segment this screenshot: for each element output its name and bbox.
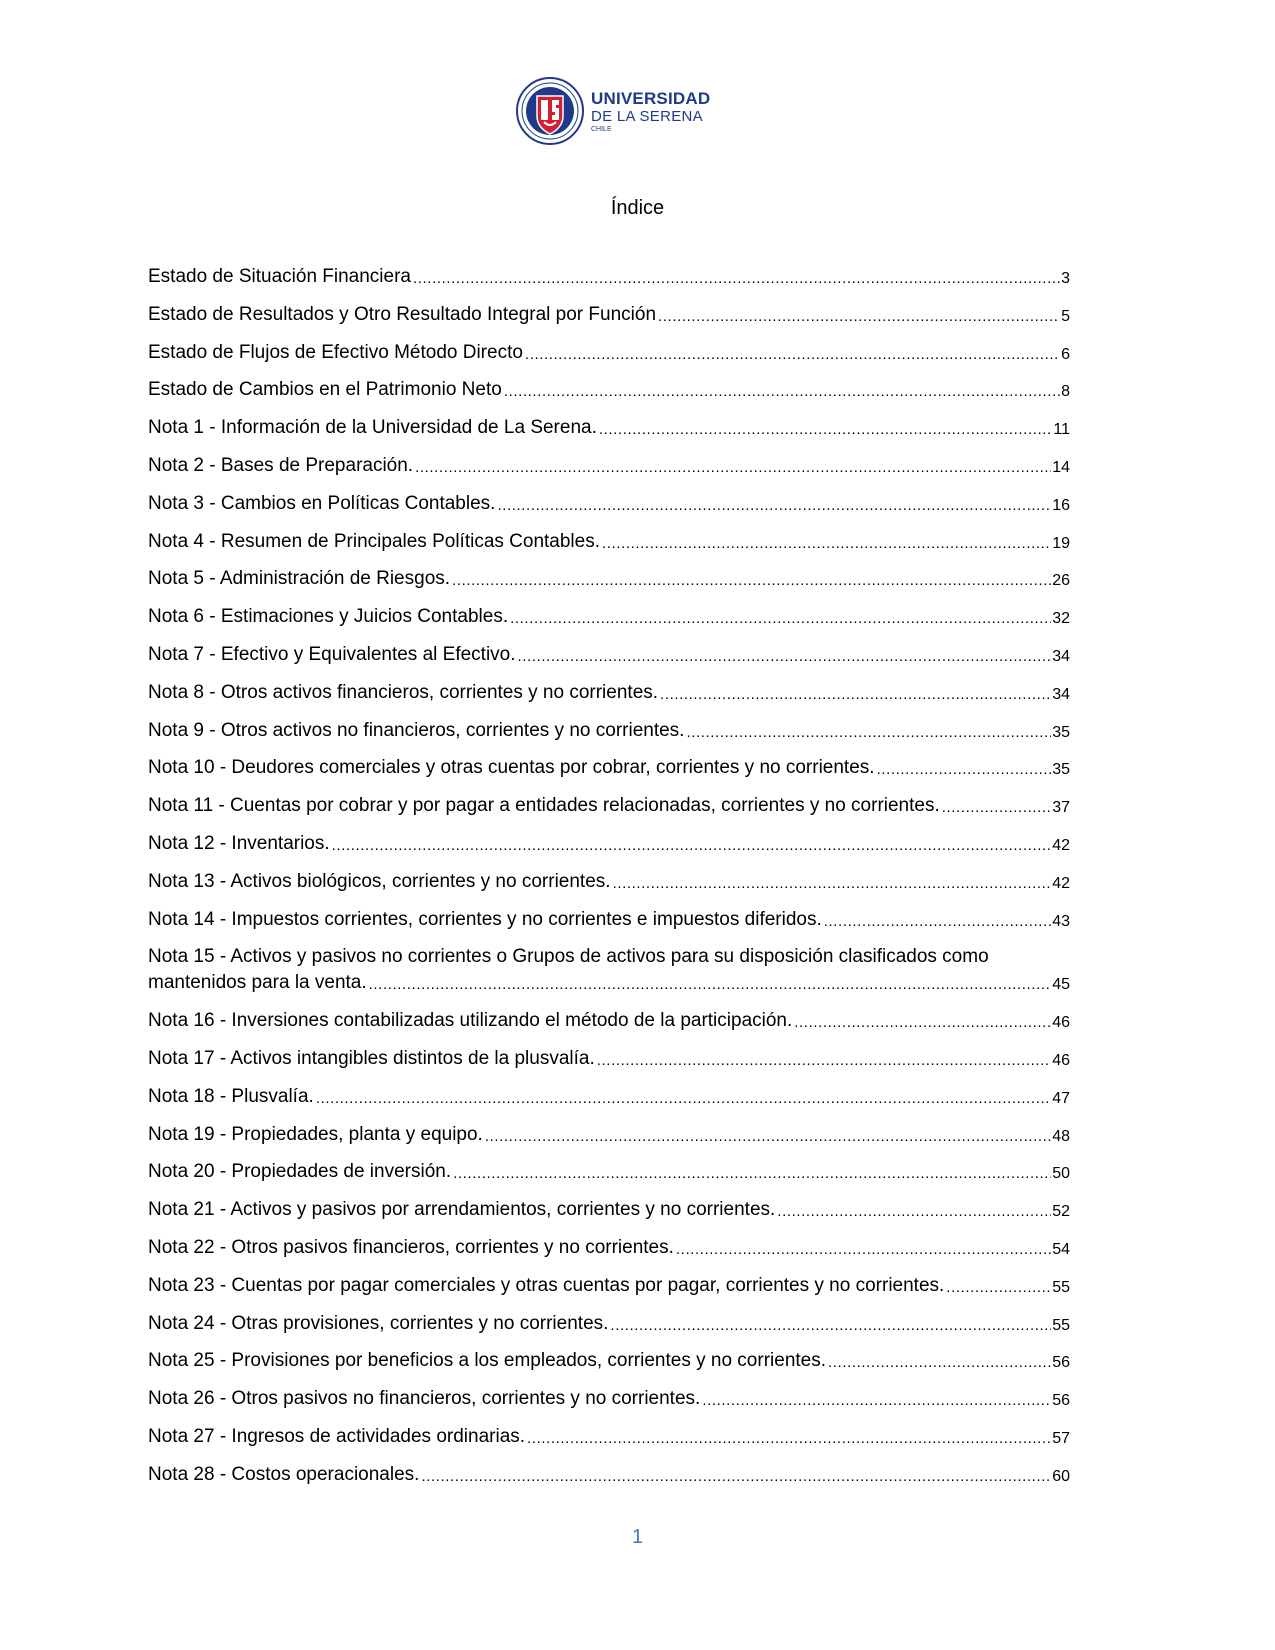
- toc-entry-label: Nota 10 - Deudores comerciales y otras cuentas por cobrar, corrientes y no corrientes.: [148, 757, 875, 779]
- toc-entry-label: Nota 26 - Otros pasivos no financieros, corrientes y no corrientes.: [148, 1388, 701, 1410]
- toc-entry-label: Nota 1 - Información de la Universidad de La Serena.: [148, 417, 597, 439]
- dot-leader: [525, 1428, 1051, 1450]
- toc-entry[interactable]: [148, 1462, 1070, 1488]
- toc-entry-page: 16: [1052, 496, 1070, 514]
- logo-line-3: CHILE: [591, 125, 612, 133]
- dot-leader: [775, 1201, 1051, 1223]
- toc-entry-label: Estado de Flujos de Efectivo Método Directo: [148, 341, 523, 363]
- toc-entry[interactable]: [148, 264, 1070, 290]
- dot-leader: [595, 1050, 1051, 1072]
- dot-leader: [792, 1012, 1051, 1034]
- toc-entry[interactable]: [148, 793, 1070, 819]
- dot-leader: [875, 759, 1052, 781]
- dot-leader: [495, 495, 1051, 517]
- toc-entry[interactable]: [148, 1386, 1070, 1412]
- toc-entry-label: Nota 14 - Impuestos corrientes, corrientes y no corrientes e impuestos diferidos.: [148, 908, 822, 930]
- dot-leader: [600, 533, 1051, 555]
- toc-entry-page: 19: [1052, 534, 1070, 552]
- toc-entry[interactable]: [148, 566, 1070, 592]
- toc-entry-label: Nota 27 - Ingresos de actividades ordinarias.: [148, 1425, 526, 1447]
- toc-entry-label: Nota 15 - Activos y pasivos no corrientes o Grupos de activos para su disposición clasificados como: [148, 946, 989, 968]
- toc-entry[interactable]: [148, 718, 1070, 744]
- dot-leader: [483, 1126, 1051, 1148]
- toc-entry[interactable]: [148, 453, 1070, 479]
- toc-entry[interactable]: [148, 1348, 1070, 1374]
- toc-entry-page: 34: [1052, 647, 1070, 665]
- toc-entry-label: Nota 7 - Efectivo y Equivalentes al Efectivo.: [148, 643, 516, 665]
- toc-entry-label: Estado de Cambios en el Patrimonio Neto: [148, 379, 502, 401]
- toc-entry-page: 46: [1052, 1014, 1070, 1032]
- toc-entry[interactable]: [148, 680, 1070, 706]
- university-seal-icon: [515, 72, 585, 150]
- toc-entry-page: 11: [1053, 421, 1070, 439]
- page-title: Índice: [610, 197, 665, 219]
- toc-entry[interactable]: [148, 1424, 1070, 1450]
- toc-entry-page: 35: [1052, 761, 1070, 779]
- toc-entry[interactable]: [148, 491, 1070, 517]
- page-number: 1: [631, 1526, 644, 1548]
- toc-entry-page: 35: [1052, 723, 1070, 741]
- toc-entry-label: Nota 19 - Propiedades, planta y equipo.: [148, 1123, 483, 1145]
- toc-entry[interactable]: [148, 1197, 1070, 1223]
- dot-leader: [656, 306, 1060, 328]
- logo-line-1: UNIVERSIDAD: [591, 88, 711, 108]
- dot-leader: [502, 381, 1060, 403]
- toc-entry-page: 60: [1052, 1467, 1070, 1485]
- toc-entry-page: 55: [1052, 1278, 1070, 1296]
- dot-leader: [658, 684, 1051, 706]
- toc-entry-page: 56: [1052, 1392, 1070, 1410]
- toc-entry-label: Estado de Situación Financiera: [148, 266, 411, 287]
- dot-leader: [611, 873, 1052, 895]
- toc-entry-page: 34: [1052, 685, 1070, 703]
- dot-leader: [674, 1239, 1051, 1261]
- toc-entry-page: 26: [1052, 572, 1070, 590]
- toc-entry-label: Nota 24 - Otras provisiones, corrientes y no corrientes.: [148, 1312, 609, 1334]
- dot-leader: [826, 1352, 1051, 1374]
- toc-entry-label: Nota 3 - Cambios en Políticas Contables.: [148, 492, 496, 514]
- dot-leader: [940, 797, 1051, 819]
- dot-leader: [451, 1163, 1051, 1185]
- toc-entry[interactable]: [148, 869, 1070, 895]
- toc-entry-label: Nota 23 - Cuentas por pagar comerciales y otras cuentas por pagar, corrientes y no corrientes.: [148, 1274, 945, 1296]
- toc-entry[interactable]: [148, 529, 1070, 555]
- dot-leader: [508, 608, 1051, 630]
- dot-leader: [411, 268, 1060, 290]
- toc-entry-label: Nota 4 - Resumen de Principales Políticas Contables.: [148, 530, 601, 552]
- toc-entry[interactable]: [148, 302, 1070, 328]
- toc-entry-page: 54: [1052, 1240, 1070, 1258]
- toc-entry-page: 55: [1052, 1316, 1070, 1334]
- toc-entry[interactable]: [148, 1122, 1070, 1148]
- toc-entry-label: Nota 17 - Activos intangibles distintos de la plusvalía.: [148, 1047, 595, 1069]
- toc-entry[interactable]: [148, 1273, 1070, 1299]
- dot-leader: [944, 1277, 1051, 1299]
- toc-entry-page: 48: [1052, 1127, 1070, 1145]
- dot-leader: [597, 419, 1053, 441]
- dot-leader: [330, 835, 1052, 857]
- university-logo: [515, 70, 715, 152]
- toc-entry-label: Nota 2 - Bases de Preparación.: [148, 454, 414, 476]
- toc-entry-page: 56: [1052, 1354, 1070, 1372]
- toc-entry-page: 5: [1061, 307, 1070, 325]
- toc-entry[interactable]: [148, 944, 1070, 996]
- toc-entry-page: 42: [1052, 874, 1070, 892]
- toc-entry[interactable]: [148, 1311, 1070, 1337]
- toc-entry-label: Nota 5 - Administración de Riesgos.: [148, 568, 451, 590]
- dot-leader: [516, 646, 1052, 668]
- toc-entry-page: 46: [1052, 1051, 1070, 1069]
- toc-entry-label: Nota 13 - Activos biológicos, corrientes y no corrientes.: [148, 870, 611, 892]
- toc-entry-page: 43: [1052, 912, 1070, 930]
- toc-entry-label: Nota 22 - Otros pasivos financieros, corrientes y no corrientes.: [148, 1236, 674, 1258]
- dot-leader: [450, 570, 1051, 592]
- toc-entry-label: Nota 9 - Otros activos no financieros, corrientes y no corrientes.: [148, 719, 685, 741]
- toc-entry-page: 50: [1052, 1165, 1070, 1183]
- toc-entry-label: Nota 20 - Propiedades de inversión.: [148, 1161, 452, 1183]
- toc-entry-page: 47: [1052, 1089, 1070, 1107]
- toc-entry-page: 3: [1061, 270, 1070, 287]
- toc-entry-label: Nota 25 - Provisiones por beneficios a los empleados, corrientes y no corrientes.: [148, 1350, 827, 1372]
- toc-entry-page: 6: [1061, 345, 1070, 363]
- dot-leader: [419, 1466, 1051, 1488]
- toc-entry[interactable]: [148, 340, 1070, 366]
- toc-entry[interactable]: [148, 1235, 1070, 1261]
- toc-entry-label: Nota 21 - Activos y pasivos por arrendamientos, corrientes y no corrientes.: [148, 1199, 776, 1221]
- toc-entry-page: 42: [1052, 836, 1070, 854]
- toc-entry[interactable]: [148, 604, 1070, 630]
- toc-entry-page: 37: [1052, 799, 1070, 817]
- toc-entry[interactable]: [148, 755, 1070, 781]
- toc-entry-label: Nota 28 - Costos operacionales.: [148, 1463, 420, 1485]
- toc-entry[interactable]: [148, 1046, 1070, 1072]
- logo-line-2: DE LA SERENA: [591, 107, 703, 125]
- toc-entry-page: 32: [1052, 610, 1070, 628]
- toc-entry[interactable]: [148, 907, 1070, 933]
- toc-entry-label: Nota 16 - Inversiones contabilizadas utilizando el método de la participación.: [148, 1010, 793, 1032]
- toc-entry[interactable]: [148, 642, 1070, 668]
- toc-entry[interactable]: [148, 1008, 1070, 1034]
- toc-entry-label: Estado de Resultados y Otro Resultado Integral por Función: [148, 303, 657, 325]
- toc-entry-label: Nota 12 - Inventarios.: [148, 832, 330, 854]
- dot-leader: [523, 344, 1060, 366]
- toc-entry[interactable]: [148, 831, 1070, 857]
- toc-entry-label-continued: mantenidos para la venta.: [148, 972, 367, 994]
- toc-entry-page: 57: [1052, 1429, 1070, 1447]
- toc-entry[interactable]: [148, 377, 1070, 403]
- dot-leader: [314, 1088, 1051, 1110]
- toc-entry-label: Nota 11 - Cuentas por cobrar y por pagar a entidades relacionadas, corrientes y no corrientes.: [148, 795, 940, 817]
- dot-leader: [700, 1390, 1051, 1412]
- toc-entry-page: 45: [1052, 976, 1070, 994]
- dot-leader: [608, 1315, 1051, 1337]
- toc-entry[interactable]: [148, 1084, 1070, 1110]
- toc-entry-page: 52: [1052, 1203, 1070, 1221]
- toc-entry-page: 8: [1061, 383, 1070, 401]
- toc-entry-label: Nota 8 - Otros activos financieros, corrientes y no corrientes.: [148, 681, 659, 703]
- toc-entry[interactable]: [148, 415, 1070, 441]
- table-of-contents: [148, 264, 1070, 1500]
- dot-leader: [822, 911, 1051, 933]
- dot-leader: [367, 974, 1052, 996]
- dot-leader: [684, 722, 1051, 744]
- toc-entry-page: 14: [1052, 458, 1070, 476]
- dot-leader: [413, 457, 1051, 479]
- toc-entry-label: Nota 18 - Plusvalía.: [148, 1085, 314, 1107]
- toc-entry[interactable]: [148, 1159, 1070, 1185]
- toc-entry-label: Nota 6 - Estimaciones y Juicios Contables.: [148, 606, 509, 628]
